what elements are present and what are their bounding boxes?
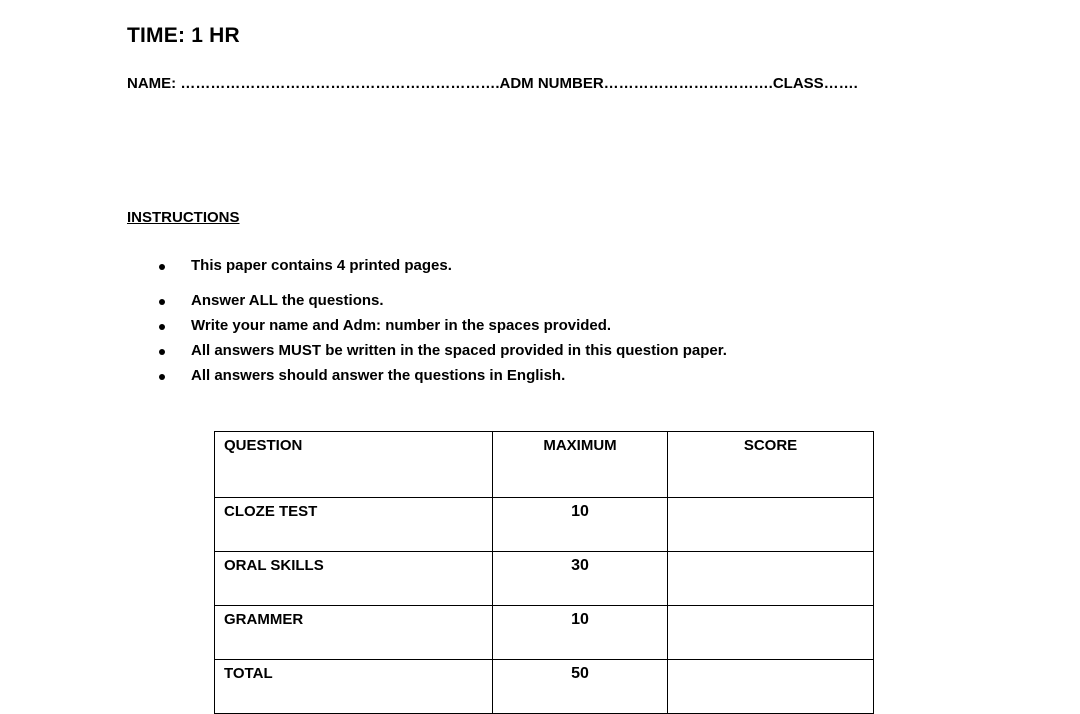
- instruction-text: Write your name and Adm: number in the spaces provided.: [191, 317, 612, 334]
- name-adm-class-line: NAME: ……………………………………………………….ADM NUMBER…………………………….CLASS…….: [127, 75, 858, 92]
- question-cell: CLOZE TEST: [215, 498, 493, 552]
- instruction-text: All answers should answer the questions in English.: [191, 367, 566, 384]
- column-header-score: SCORE: [668, 432, 874, 498]
- table-row: [215, 552, 874, 606]
- time-allowed: TIME: 1 HR: [127, 24, 240, 47]
- bullet-icon: [159, 349, 165, 355]
- bullet-icon: [159, 324, 165, 330]
- instruction-text: This paper contains 4 printed pages.: [191, 257, 452, 274]
- score-table: [214, 431, 874, 714]
- instruction-text: Answer ALL the questions.: [191, 292, 384, 309]
- bullet-icon: [159, 374, 165, 380]
- question-cell: GRAMMER: [215, 606, 493, 660]
- score-cell[interactable]: [668, 660, 874, 714]
- maximum-cell: 30: [493, 552, 668, 606]
- column-header-question: QUESTION: [215, 432, 493, 498]
- instructions-heading: INSTRUCTIONS: [127, 209, 240, 226]
- maximum-cell: 10: [493, 606, 668, 660]
- question-cell: ORAL SKILLS: [215, 552, 493, 606]
- bullet-icon: [159, 299, 165, 305]
- table-row: [215, 606, 874, 660]
- maximum-cell: 50: [493, 660, 668, 714]
- score-cell[interactable]: [668, 498, 874, 552]
- instruction-text: All answers MUST be written in the spaced provided in this question paper.: [191, 342, 727, 359]
- table-row: [215, 660, 874, 714]
- question-cell: TOTAL: [215, 660, 493, 714]
- score-table-header-row: [215, 432, 874, 498]
- maximum-cell: 10: [493, 498, 668, 552]
- score-cell[interactable]: [668, 606, 874, 660]
- bullet-icon: [159, 264, 165, 270]
- column-header-maximum: MAXIMUM: [493, 432, 668, 498]
- table-row: [215, 498, 874, 552]
- score-cell[interactable]: [668, 552, 874, 606]
